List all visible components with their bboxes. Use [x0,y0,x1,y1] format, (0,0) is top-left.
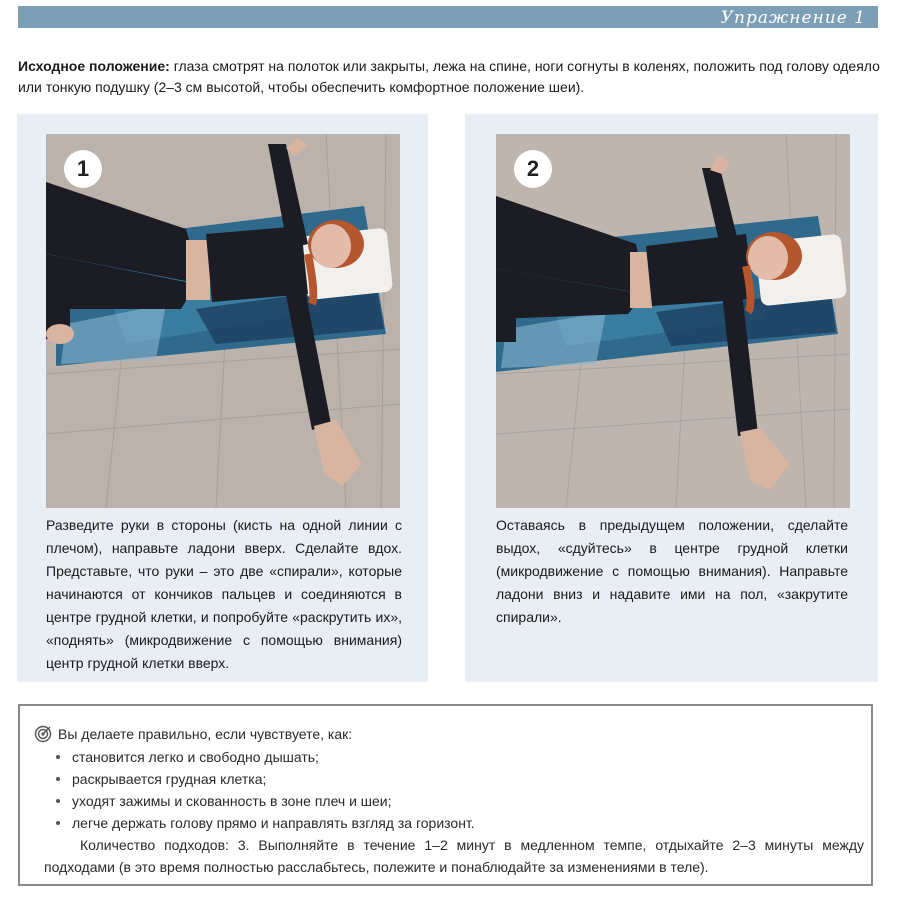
tips-intro [34,724,352,744]
step-1-badge: 1 [64,150,102,188]
tips-list [54,746,475,834]
tips-list-item: раскрывается грудная клетка; [54,768,475,790]
step-2-photo [496,134,850,508]
tips-list-item: легче держать голову прямо и направлять взгляд за горизонт. [54,812,475,834]
step-2-illustration [496,134,850,508]
step-card-2 [465,114,878,682]
step-1-description: Разведите руки в стороны (кисть на одной линии с плечом), направьте ладони вверх. Сделайте вдох. Представьте, что руки – это две «спирали», которые начинаются от кончиков пальцев и соединяются в центре грудной клетки, и попробуйте «раскрутить их», «поднять» (микродвижение с помощью внимания) центр грудной клетки вверх. [46,517,402,671]
tips-box [18,704,873,886]
exercise-banner [18,6,878,28]
tips-list-item: уходят зажимы и скованность в зоне плеч и шеи; [54,790,475,812]
step-2-description: Оставаясь в предыдущем положении, сделайте выдох, «сдуйтесь» в центре грудной клетки (микродвижение с помощью внимания). Направьте ладони вниз и надавите ими на пол, «закрутите спирали». [496,517,848,625]
starting-position-paragraph [18,56,888,98]
sets-note: Количество подходов: 3. Выполняйте в течение 1–2 минут в медленном темпе, отдыхайте 2–3 минуты между подходами (в это время полностью расслабьтесь, полежите и понаблюдайте за изменениями в теле). [44,837,864,875]
starting-position-label: Исходное положение: [18,58,170,74]
step-card-1 [17,114,428,682]
step-2-badge: 2 [514,150,552,188]
tips-list-item: становится легко и свободно дышать; [54,746,475,768]
exercise-title: Упражнение 1 [720,8,866,28]
step-1-illustration [46,134,400,508]
target-icon [34,725,52,743]
tips-intro-text: Вы делаете правильно, если чувствуете, как: [58,726,353,742]
starting-position-text: глаза смотрят на полоток или закрыты, лежа на спине, ноги согнуты в коленях, положить под голову одеяло или тонкую подушку (2–3 см высотой, чтобы обеспечить комфортное положение шеи). [18,58,880,95]
step-1-photo [46,134,400,508]
